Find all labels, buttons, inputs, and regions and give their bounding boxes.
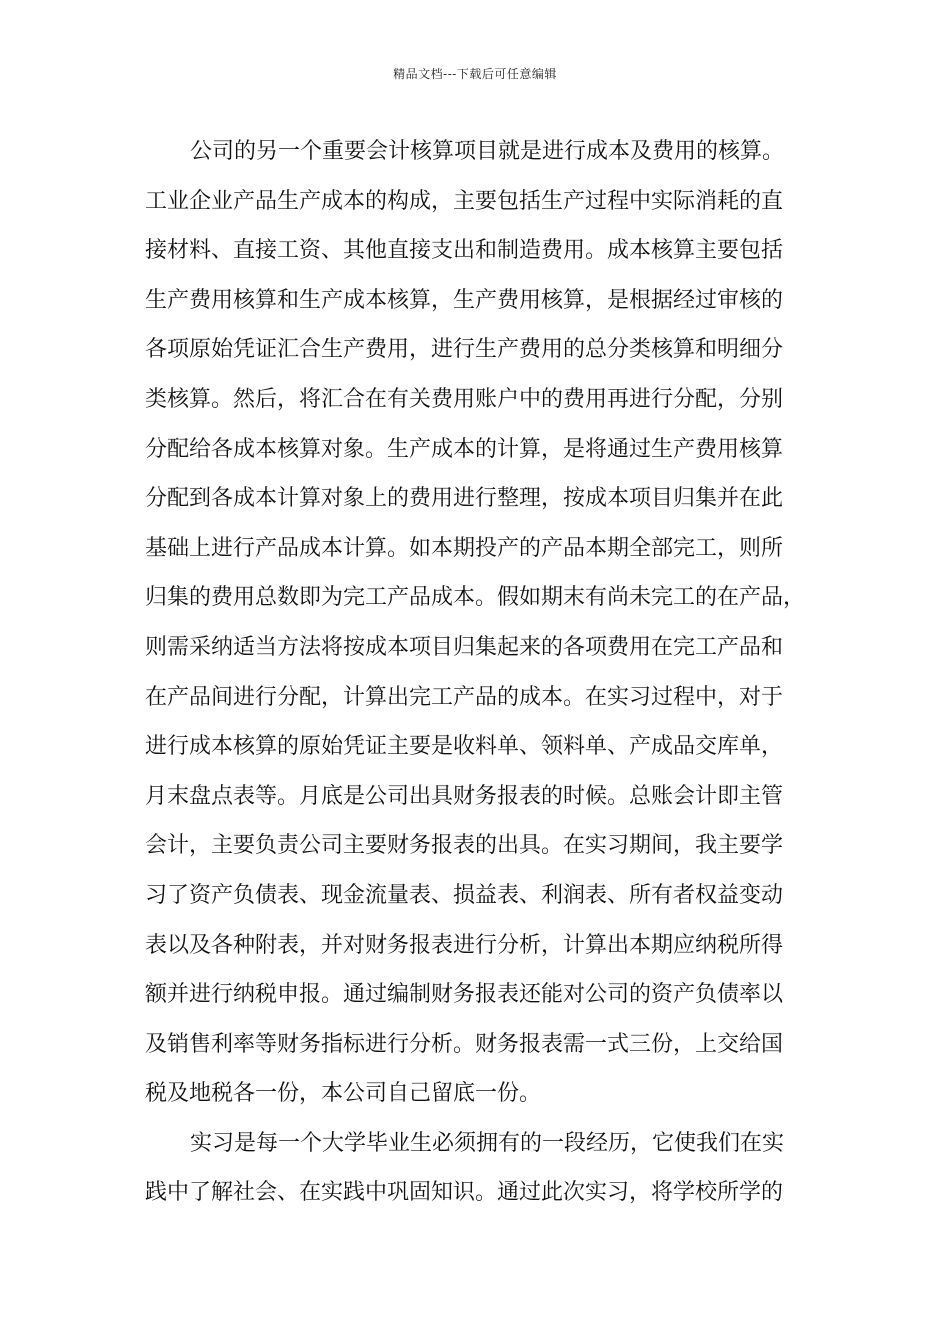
text-line: 生产费用核算和生产成本核算，生产费用核算，是根据经过审核的: [145, 287, 784, 313]
text-line: 基础上进行产品成本计算。如本期投产的产品本期全部完工，则所: [145, 535, 784, 561]
text-line: 实习是每一个大学毕业生必须拥有的一段经历，它使我们在实: [190, 1130, 785, 1156]
text-line: 额并进行纳税申报。通过编制财务报表还能对公司的资产负债率以: [145, 982, 784, 1008]
text-line: 工业企业产品生产成本的构成，主要包括生产过程中实际消耗的直: [145, 188, 784, 214]
text-line: 各项原始凭证汇合生产费用，进行生产费用的总分类核算和明细分: [145, 337, 784, 363]
text-line: 在产品间进行分配，计算出完工产品的成本。在实习过程中，对于: [145, 684, 784, 710]
text-line: 公司的另一个重要会计核算项目就是进行成本及费用的核算。: [190, 139, 785, 164]
text-line: 表以及各种附表，并对财务报表进行分析，计算出本期应纳税所得: [145, 932, 784, 958]
document-body: [145, 127, 815, 1218]
text-line: 及销售利率等财务指标进行分析。财务报表需一式三份，上交给国: [145, 1031, 784, 1057]
text-line: 分配给各成本核算对象。生产成本的计算，是将通过生产费用核算: [145, 436, 784, 462]
paragraph-internship: [145, 1119, 815, 1218]
text-line: 分配到各成本计算对象上的费用进行整理，按成本项目归集并在此: [145, 486, 784, 512]
text-line: 则需采纳适当方法将按成本项目归集起来的各项费用在完工产品和: [145, 634, 784, 660]
text-line: 税及地税各一份，本公司自己留底一份。: [145, 1081, 542, 1107]
paragraph-cost-accounting: [145, 127, 815, 1119]
text-line: 类核算。然后，将汇合在有关费用账户中的费用再进行分配，分别: [145, 386, 784, 412]
page-header: 精品文档---下载后可任意编辑: [393, 67, 557, 81]
text-line: 归集的费用总数即为完工产品成本。假如期末有尚未完工的在产品，: [145, 585, 806, 611]
text-line: 习了资产负债表、现金流量表、损益表、利润表、所有者权益变动: [145, 882, 784, 908]
text-line: 进行成本核算的原始凭证主要是收料单、领料单、产成品交库单，: [145, 734, 784, 760]
text-line: 接材料、直接工资、其他直接支出和制造费用。成本核算主要包括: [145, 238, 784, 264]
text-line: 践中了解社会、在实践中巩固知识。通过此次实习，将学校所学的: [145, 1180, 784, 1206]
text-line: 月末盘点表等。月底是公司出具财务报表的时候。总账会计即主管: [145, 783, 784, 809]
text-line: 会计，主要负责公司主要财务报表的出具。在实习期间，我主要学: [145, 833, 784, 859]
